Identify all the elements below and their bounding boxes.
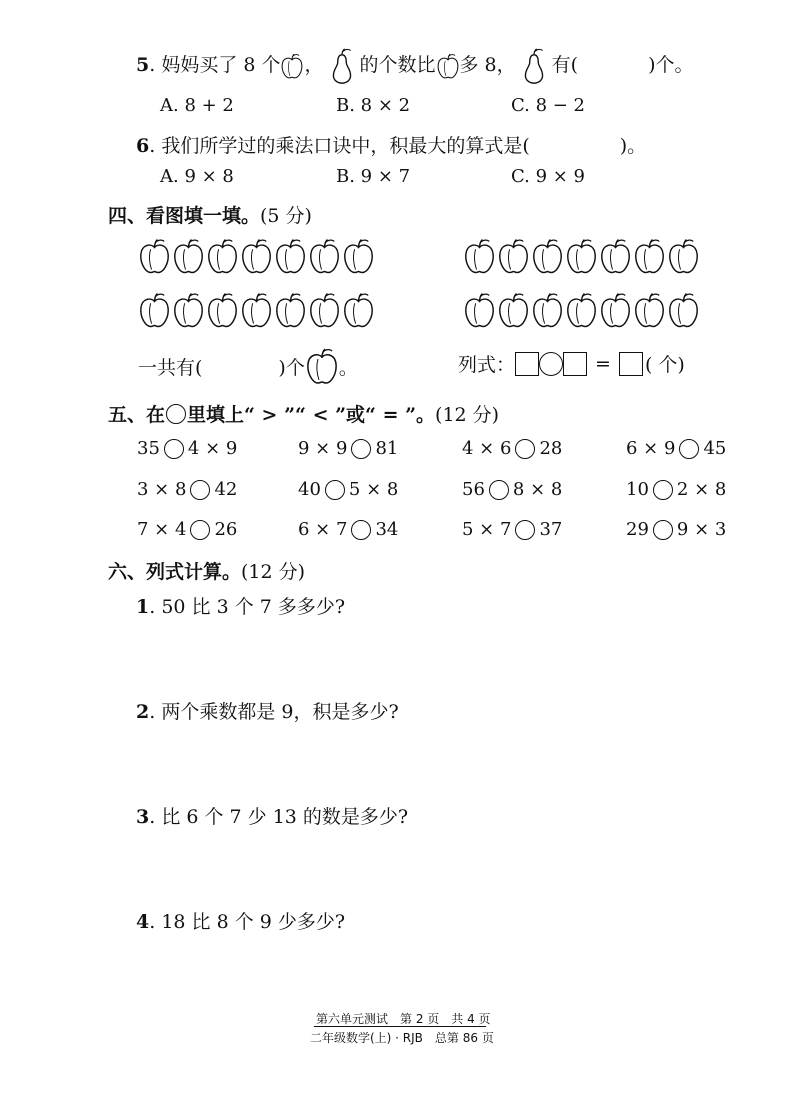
total-end: 。 — [338, 356, 358, 379]
left-expression: 5 × 7 — [462, 519, 512, 540]
comparison-item — [462, 479, 562, 500]
right-expression: 45 — [703, 438, 727, 459]
apple-icon — [274, 236, 307, 276]
compare-circle[interactable] — [164, 439, 184, 459]
comparison-item — [462, 519, 562, 540]
option-b[interactable]: B. 8 × 2 — [336, 95, 411, 116]
formula-box[interactable] — [563, 352, 587, 376]
section-title: 六、列式计算。 — [108, 561, 242, 583]
comparison-item — [298, 479, 398, 500]
apple-icon — [463, 290, 496, 330]
comparison-item — [137, 519, 237, 540]
apple-icon — [633, 236, 666, 276]
question-text: )个。 — [648, 54, 694, 76]
total-unit: )个 — [278, 356, 305, 379]
section-6-heading — [108, 557, 305, 584]
formula-box[interactable] — [515, 352, 539, 376]
question-text: ， — [304, 54, 324, 76]
compare-circle[interactable] — [653, 520, 673, 540]
problem-number: 1 — [136, 596, 150, 618]
section-score: (5 分) — [260, 205, 312, 227]
option-a[interactable]: A. 9 × 8 — [160, 166, 234, 187]
apple-icon — [138, 236, 171, 276]
equals-sign: = — [595, 352, 611, 375]
apple-icon — [305, 346, 339, 386]
apple-icon — [172, 290, 205, 330]
right-expression: 37 — [539, 519, 563, 540]
right-expression: 28 — [539, 438, 563, 459]
comparison-item — [626, 519, 726, 540]
compare-circle[interactable] — [351, 439, 371, 459]
section-score: (12 分) — [435, 404, 500, 426]
question-number: 6 — [136, 135, 150, 157]
compare-circle[interactable] — [190, 520, 210, 540]
left-expression: 6 × 7 — [298, 519, 348, 540]
section-score: (12 分) — [241, 561, 306, 583]
formula-fill — [458, 350, 685, 377]
apple-icon — [565, 236, 598, 276]
formula-operator-circle[interactable] — [539, 352, 563, 376]
comparison-item — [626, 479, 726, 500]
left-expression: 7 × 4 — [137, 519, 187, 540]
apple-icon — [240, 290, 273, 330]
apple-icon — [633, 290, 666, 330]
option-a[interactable]: A. 8 + 2 — [160, 95, 234, 116]
right-expression: 8 × 8 — [512, 479, 563, 500]
option-b[interactable]: B. 9 × 7 — [336, 166, 411, 187]
problem-number: 2 — [136, 701, 150, 723]
apple-icon — [599, 290, 632, 330]
apple-icon — [342, 290, 375, 330]
apple-row — [138, 236, 376, 276]
circle-icon — [166, 404, 186, 424]
section-title: 里填上“ > ”“ < ”或“ = ”。 — [187, 404, 436, 426]
word-problem-2 — [136, 697, 399, 724]
right-expression: 4 × 9 — [187, 438, 238, 459]
right-expression: 26 — [214, 519, 238, 540]
apple-row — [463, 236, 701, 276]
left-expression: 9 × 9 — [298, 438, 348, 459]
right-expression: 34 — [375, 519, 399, 540]
comparison-item — [298, 519, 398, 540]
pear-icon — [330, 46, 354, 86]
question-text: 有( — [551, 54, 579, 76]
left-expression: 10 — [626, 479, 649, 500]
formula-label: 列式： — [458, 354, 516, 376]
question-text: )。 — [619, 135, 647, 157]
compare-circle[interactable] — [515, 439, 535, 459]
question-text: . 我们所学过的乘法口诀中，积最大的算式是( — [149, 135, 530, 157]
apple-icon — [497, 236, 530, 276]
right-expression: 42 — [214, 479, 238, 500]
left-expression: 29 — [626, 519, 649, 540]
apple-row — [138, 290, 376, 330]
option-c[interactable]: C. 8 − 2 — [511, 95, 586, 116]
footer-line-1: 第六单元测试 第 2 页 共 4 页 — [316, 1012, 491, 1026]
compare-circle[interactable] — [679, 439, 699, 459]
problem-number: 4 — [136, 911, 150, 933]
apple-icon — [342, 236, 375, 276]
compare-circle[interactable] — [325, 480, 345, 500]
left-expression: 35 — [137, 438, 160, 459]
problem-text: . 比 6 个 7 少 13 的数是多少? — [149, 806, 409, 828]
apple-icon — [667, 290, 700, 330]
compare-circle[interactable] — [351, 520, 371, 540]
word-problem-3 — [136, 802, 408, 829]
total-label: 一共有( — [138, 356, 203, 379]
right-expression: 81 — [375, 438, 399, 459]
question-5 — [136, 46, 694, 86]
pear-icon — [522, 46, 546, 86]
apple-icon — [206, 290, 239, 330]
question-6 — [136, 131, 646, 158]
compare-circle[interactable] — [489, 480, 509, 500]
formula-unit: ( 个) — [644, 354, 685, 376]
apple-icon — [240, 236, 273, 276]
compare-circle[interactable] — [190, 480, 210, 500]
right-expression: 9 × 3 — [676, 519, 727, 540]
option-c[interactable]: C. 9 × 9 — [511, 166, 586, 187]
apple-icon — [497, 290, 530, 330]
left-expression: 56 — [462, 479, 485, 500]
apple-icon — [565, 290, 598, 330]
section-title: 五、在 — [108, 404, 166, 426]
apple-icon — [308, 290, 341, 330]
apple-icon — [138, 290, 171, 330]
apple-icon — [436, 52, 460, 80]
comparison-item — [137, 479, 237, 500]
question-text: 多 8， — [459, 54, 516, 76]
section-4-heading — [108, 201, 312, 228]
comparison-item — [462, 438, 562, 459]
formula-box[interactable] — [619, 352, 643, 376]
question-number: 5 — [136, 54, 150, 76]
apple-icon — [667, 236, 700, 276]
comparison-item — [298, 438, 398, 459]
section-5-heading — [108, 400, 499, 427]
right-expression: 2 × 8 — [676, 479, 727, 500]
apple-icon — [274, 290, 307, 330]
footer-divider — [314, 1026, 486, 1027]
left-expression: 6 × 9 — [626, 438, 676, 459]
apple-icon — [280, 52, 304, 80]
problem-number: 3 — [136, 806, 150, 828]
problem-text: . 50 比 3 个 7 多多少? — [149, 596, 346, 618]
apple-icon — [531, 236, 564, 276]
question-text: 的个数比 — [359, 54, 436, 76]
comparison-item — [626, 438, 726, 459]
apple-icon — [599, 236, 632, 276]
word-problem-1 — [136, 592, 345, 619]
left-expression: 3 × 8 — [137, 479, 187, 500]
compare-circle[interactable] — [515, 520, 535, 540]
comparison-item — [137, 438, 237, 459]
apple-row — [463, 290, 701, 330]
problem-text: . 两个乘数都是 9，积是多少? — [149, 701, 399, 723]
left-expression: 4 × 6 — [462, 438, 512, 459]
apple-icon — [206, 236, 239, 276]
apple-icon — [531, 290, 564, 330]
compare-circle[interactable] — [653, 480, 673, 500]
apple-icon — [308, 236, 341, 276]
word-problem-4 — [136, 907, 345, 934]
footer-line-2: 二年级数学(上) · RJB 总第 86 页 — [310, 1031, 494, 1045]
question-text: . 妈妈买了 8 个 — [149, 54, 281, 76]
section-title: 四、看图填一填。 — [108, 205, 261, 227]
problem-text: . 18 比 8 个 9 少多少? — [149, 911, 346, 933]
apple-icon — [172, 236, 205, 276]
left-expression: 40 — [298, 479, 321, 500]
right-expression: 5 × 8 — [348, 479, 399, 500]
total-fill — [138, 346, 358, 386]
apple-icon — [463, 236, 496, 276]
